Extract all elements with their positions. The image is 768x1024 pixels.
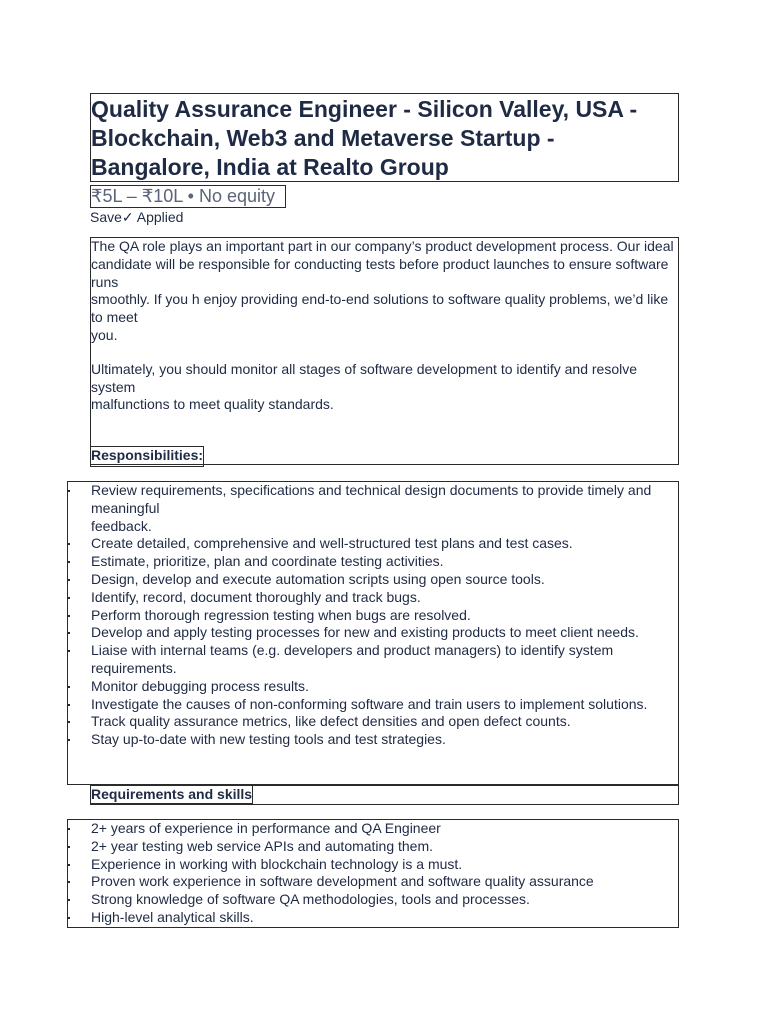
list-item: Monitor debugging process results. xyxy=(68,678,678,696)
requirements-heading: Requirements and skills xyxy=(91,786,253,802)
list-item: Proven work experience in software development and software quality assurance xyxy=(68,873,678,891)
list-item: Identify, record, document thoroughly and track bugs. xyxy=(68,589,678,607)
description-paragraph: The QA role plays an important part in our company’s product development process. Our ideal candidate will be responsible for conducting tests before product launches to ensure software runs smoothly. If you h enjoy providing end-to-end solutions to software quality problems, we’d like to meet you. xyxy=(91,238,674,343)
save-button[interactable]: Save xyxy=(90,209,122,225)
list-item: Stay up-to-date with new testing tools and test strategies. xyxy=(68,731,678,749)
responsibilities-heading: Responsibilities: xyxy=(90,446,204,467)
list-item: Experience in working with blockchain technology is a must. xyxy=(68,856,678,874)
job-title: Quality Assurance Engineer - Silicon Valley, USA - Blockchain, Web3 and Metaverse Startup - Bangalore, India at Realto Group xyxy=(90,93,679,182)
list-item: Track quality assurance metrics, like defect densities and open defect counts. xyxy=(68,713,678,731)
list-item: 2+ year testing web service APIs and automating them. xyxy=(68,838,678,856)
list-item: Liaise with internal teams (e.g. developers and product managers) to identify system requirements. xyxy=(68,642,678,678)
requirements-heading-box xyxy=(90,785,679,805)
applied-status: ✓ Applied xyxy=(121,209,184,225)
job-actions xyxy=(90,209,183,226)
list-item: Develop and apply testing processes for new and existing products to meet client needs. xyxy=(68,624,678,642)
requirements-list xyxy=(67,819,679,928)
list-item: Perform thorough regression testing when bugs are resolved. xyxy=(68,607,678,625)
job-description xyxy=(90,237,679,465)
list-item: Review requirements, specifications and technical design documents to provide timely and meaningful feedback. xyxy=(68,482,678,535)
list-item: High-level analytical skills. xyxy=(68,909,678,927)
list-item: Investigate the causes of non-conforming software and train users to implement solutions. xyxy=(68,696,678,714)
compensation: ₹5L – ₹10L • No equity xyxy=(90,185,286,208)
list-item: Strong knowledge of software QA methodologies, tools and processes. xyxy=(68,891,678,909)
list-item: Create detailed, comprehensive and well-structured test plans and test cases. xyxy=(68,535,678,553)
responsibilities-list xyxy=(67,481,679,785)
list-item: Design, develop and execute automation scripts using open source tools. xyxy=(68,571,678,589)
list-item: Estimate, prioritize, plan and coordinate testing activities. xyxy=(68,553,678,571)
description-paragraph: Ultimately, you should monitor all stages of software development to identify and resolve system malfunctions to meet quality standards. xyxy=(91,360,638,413)
list-item: 2+ years of experience in performance and QA Engineer xyxy=(68,820,678,838)
